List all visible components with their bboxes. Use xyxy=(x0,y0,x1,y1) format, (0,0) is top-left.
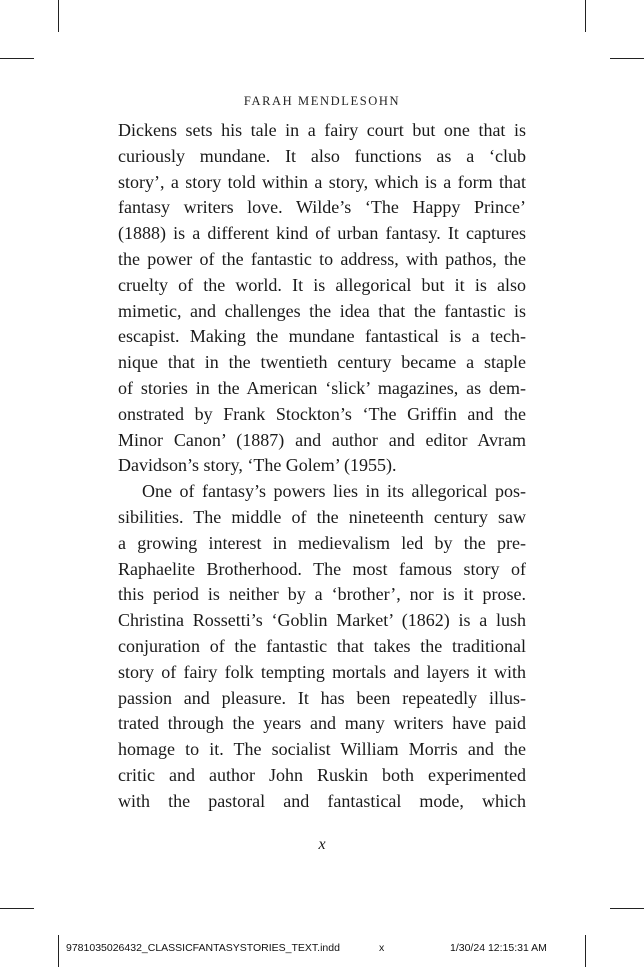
text-line: trated through the years and many writers have paid xyxy=(118,713,526,734)
text-line: story of fairy folk tempting mortals and layers it with xyxy=(118,661,526,682)
body-text xyxy=(118,118,526,815)
slug-timestamp: 1/30/24 12:15:31 AM xyxy=(450,942,547,954)
crop-mark-right-upper xyxy=(610,58,644,59)
text-line: Dickens sets his tale in a fairy court but one that is xyxy=(118,120,526,140)
crop-mark-left-lower xyxy=(0,908,34,909)
page-number: x xyxy=(318,836,326,853)
text-line: Raphaelite Brotherhood. The most famous story of xyxy=(118,558,526,579)
running-head: FARAH MENDLESOHN xyxy=(243,94,401,108)
crop-mark-bottom-right xyxy=(585,935,586,967)
text-line: escapist. Making the mundane fantastical is a tech- xyxy=(118,326,526,347)
text-line: cruelty of the world. It is allegorical but it is also xyxy=(118,274,526,295)
text-line: this period is neither by a ‘brother’, nor is it prose. xyxy=(118,584,526,605)
text-line: conjuration of the fantastic that takes the traditional xyxy=(118,635,526,656)
text-line: nique that in the twentieth century became a staple xyxy=(118,352,526,373)
text-line: homage to it. The socialist William Morris and the xyxy=(118,739,526,760)
text-line: critic and author John Ruskin both experimented xyxy=(118,764,526,785)
text-line: Minor Canon’ (1887) and author and editor Avram xyxy=(118,429,526,450)
crop-mark-right-lower xyxy=(610,908,644,909)
slug-filename: 9781035026432_CLASSICFANTASYSTORIES_TEXT.indd xyxy=(66,942,340,954)
slug-page: x xyxy=(379,942,385,954)
text-line: onstrated by Frank Stockton’s ‘The Griffin and the xyxy=(118,403,526,424)
text-line: curiously mundane. It also functions as a ‘club xyxy=(118,145,526,166)
text-line: Christina Rossetti’s ‘Goblin Market’ (1862) is a lush xyxy=(118,610,526,631)
text-line: the power of the fantastic to address, with pathos, the xyxy=(118,248,526,269)
text-line: One of fantasy’s powers lies in its allegorical pos- xyxy=(142,481,526,502)
paragraph xyxy=(118,118,526,479)
text-line: sibilities. The middle of the nineteenth century saw xyxy=(118,506,526,527)
crop-mark-left-upper xyxy=(0,58,34,59)
text-line: Davidson’s story, ‘The Golem’ (1955). xyxy=(118,455,397,476)
text-line: passion and pleasure. It has been repeatedly illus- xyxy=(118,687,526,708)
text-line: fantasy writers love. Wilde’s ‘The Happy Prince’ xyxy=(118,197,526,218)
crop-mark-bottom-left xyxy=(58,935,59,967)
text-line: story’, a story told within a story, which is a form that xyxy=(118,171,526,192)
text-line: mimetic, and challenges the idea that the fantastic is xyxy=(118,300,526,321)
text-line: with the pastoral and fantastical mode, which xyxy=(118,790,526,811)
text-line: a growing interest in medievalism led by the pre- xyxy=(118,532,526,553)
text-line: of stories in the American ‘slick’ magazines, as dem- xyxy=(118,377,526,398)
paragraph xyxy=(118,479,526,814)
crop-mark-top-right xyxy=(585,0,586,32)
crop-mark-top-left xyxy=(58,0,59,32)
text-line: (1888) is a different kind of urban fantasy. It captures xyxy=(118,223,526,244)
